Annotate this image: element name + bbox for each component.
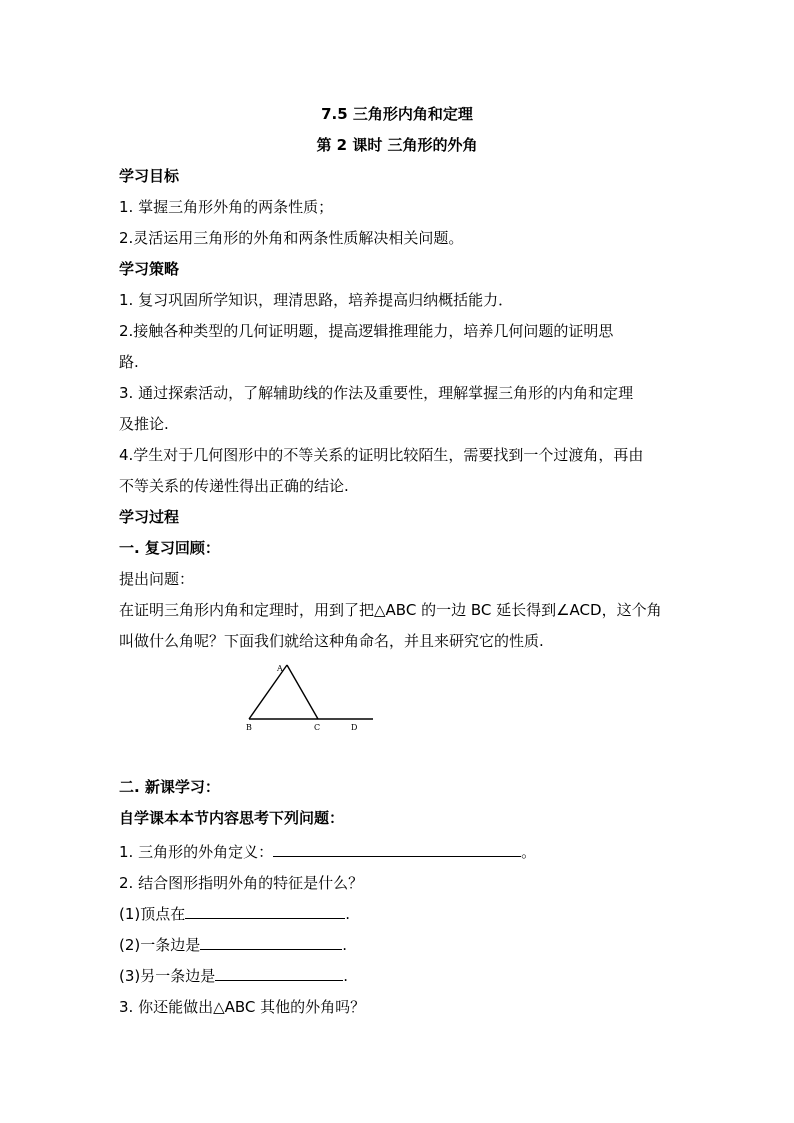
ask-label: 提出问题： bbox=[119, 570, 195, 588]
review-heading: 一. 复习回顾： bbox=[119, 539, 220, 557]
goal-item-2: 2.灵活运用三角形的外角和两条性质解决相关问题。 bbox=[119, 229, 464, 247]
vertex-label-a: A bbox=[277, 664, 283, 673]
strategy-line-1: 1. 复习巩固所学知识，理清思路，培养提高归纳概括能力． bbox=[119, 291, 514, 309]
review-paragraph-line-1: 在证明三角形内角和定理时，用到了把△ABC 的一边 BC 延长得到∠ACD，这个角 bbox=[119, 601, 662, 619]
document-subtitle: 第 2 课时 三角形的外角 bbox=[316, 136, 478, 154]
answer-blank-side-two[interactable] bbox=[215, 966, 343, 981]
question-2a-end: . bbox=[345, 905, 351, 923]
strategy-line-5: 及推论. bbox=[119, 415, 169, 433]
goals-heading: 学习目标 bbox=[119, 167, 180, 185]
triangle-exterior-angle-figure bbox=[240, 660, 380, 740]
strategy-line-4: 3. 通过探索活动，了解辅助线的作法及重要性，理解掌握三角形的内角和定理 bbox=[119, 384, 634, 402]
answer-blank-definition[interactable] bbox=[273, 842, 521, 857]
question-2a bbox=[119, 904, 350, 924]
question-2b-end: . bbox=[342, 936, 348, 954]
question-2c bbox=[119, 966, 348, 986]
answer-blank-vertex[interactable] bbox=[185, 904, 345, 919]
question-2: 2. 结合图形指明外角的特征是什么？ bbox=[119, 874, 364, 892]
vertex-label-c: C bbox=[314, 723, 321, 732]
vertex-label-b: B bbox=[246, 723, 252, 732]
question-2b bbox=[119, 935, 347, 955]
side-ab bbox=[249, 665, 287, 719]
strategy-line-6: 4.学生对于几何图形中的不等关系的证明比较陌生，需要找到一个过渡角，再由 bbox=[119, 446, 644, 464]
question-2c-end: . bbox=[343, 967, 349, 985]
answer-blank-side-one[interactable] bbox=[200, 935, 342, 950]
strategy-heading: 学习策略 bbox=[119, 260, 180, 278]
process-heading: 学习过程 bbox=[119, 508, 180, 526]
side-ac bbox=[287, 665, 318, 719]
question-2b-label: (2)一条边是 bbox=[119, 936, 201, 954]
goal-item-1: 1. 掌握三角形外角的两条性质； bbox=[119, 198, 334, 216]
question-1-end: 。 bbox=[521, 843, 537, 861]
self-study-instruction: 自学课本本节内容思考下列问题： bbox=[119, 809, 345, 827]
point-label-d: D bbox=[351, 723, 358, 732]
question-1 bbox=[119, 842, 536, 862]
strategy-line-3: 路. bbox=[119, 353, 139, 371]
strategy-line-2: 2.接触各种类型的几何证明题，提高逻辑推理能力，培养几何问题的证明思 bbox=[119, 322, 614, 340]
strategy-line-7: 不等关系的传递性得出正确的结论. bbox=[119, 477, 349, 495]
question-3: 3. 你还能做出△ABC 其他的外角吗？ bbox=[119, 998, 366, 1016]
document-title: 7.5 三角形内角和定理 bbox=[321, 105, 473, 123]
review-paragraph-line-2: 叫做什么角呢？下面我们就给这种角命名，并且来研究它的性质. bbox=[119, 632, 544, 650]
question-2a-label: (1)顶点在 bbox=[119, 905, 186, 923]
question-2c-label: (3)另一条边是 bbox=[119, 967, 216, 985]
new-lesson-heading: 二. 新课学习： bbox=[119, 778, 220, 796]
question-1-label: 1. 三角形的外角定义： bbox=[119, 843, 274, 861]
